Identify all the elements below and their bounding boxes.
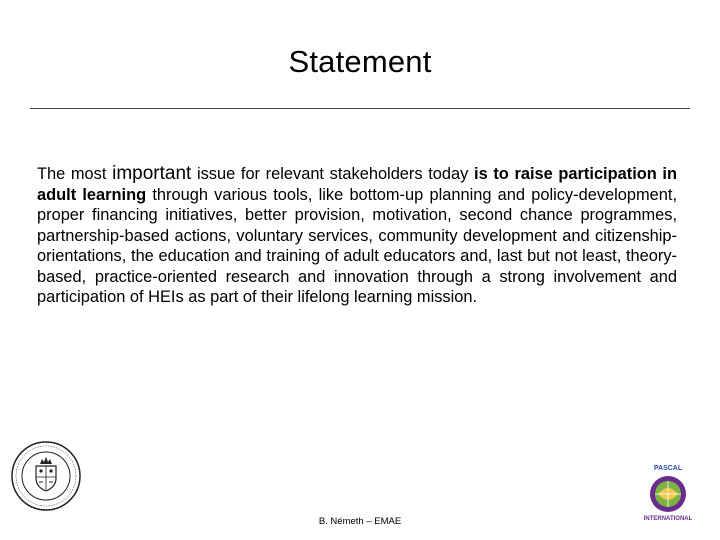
slide-footer: B. Németh – EMAE	[318, 516, 402, 527]
body-segment: issue for relevant stakeholders today	[191, 165, 475, 183]
body-emphasis-bold: is to raise participation in adult learning	[37, 165, 678, 204]
pascal-international-logo	[642, 462, 694, 524]
statement-paragraph	[37, 164, 677, 308]
body-segment: The most	[37, 165, 113, 183]
university-seal-logo	[10, 440, 82, 512]
pascal-logo-text-bottom: INTERNATIONAL	[643, 516, 693, 522]
slide-title: Statement	[288, 44, 432, 79]
title-divider	[30, 108, 690, 109]
body-segment: through various tools, like bottom-up planning and policy-development, proper financing initiatives, better provision, motivation, second chance programmes, partnership-based actions, voluntary services, community development and citizenship-orientations, the education and training of adult educators and, last but not least, theory-based, practice-oriented research and innovation through a strong involvement and participation of HEIs as part of their lifelong learning mission.	[37, 185, 677, 306]
body-emphasis-important: important	[112, 163, 192, 184]
pascal-logo-text-top: PASCAL	[653, 465, 683, 472]
